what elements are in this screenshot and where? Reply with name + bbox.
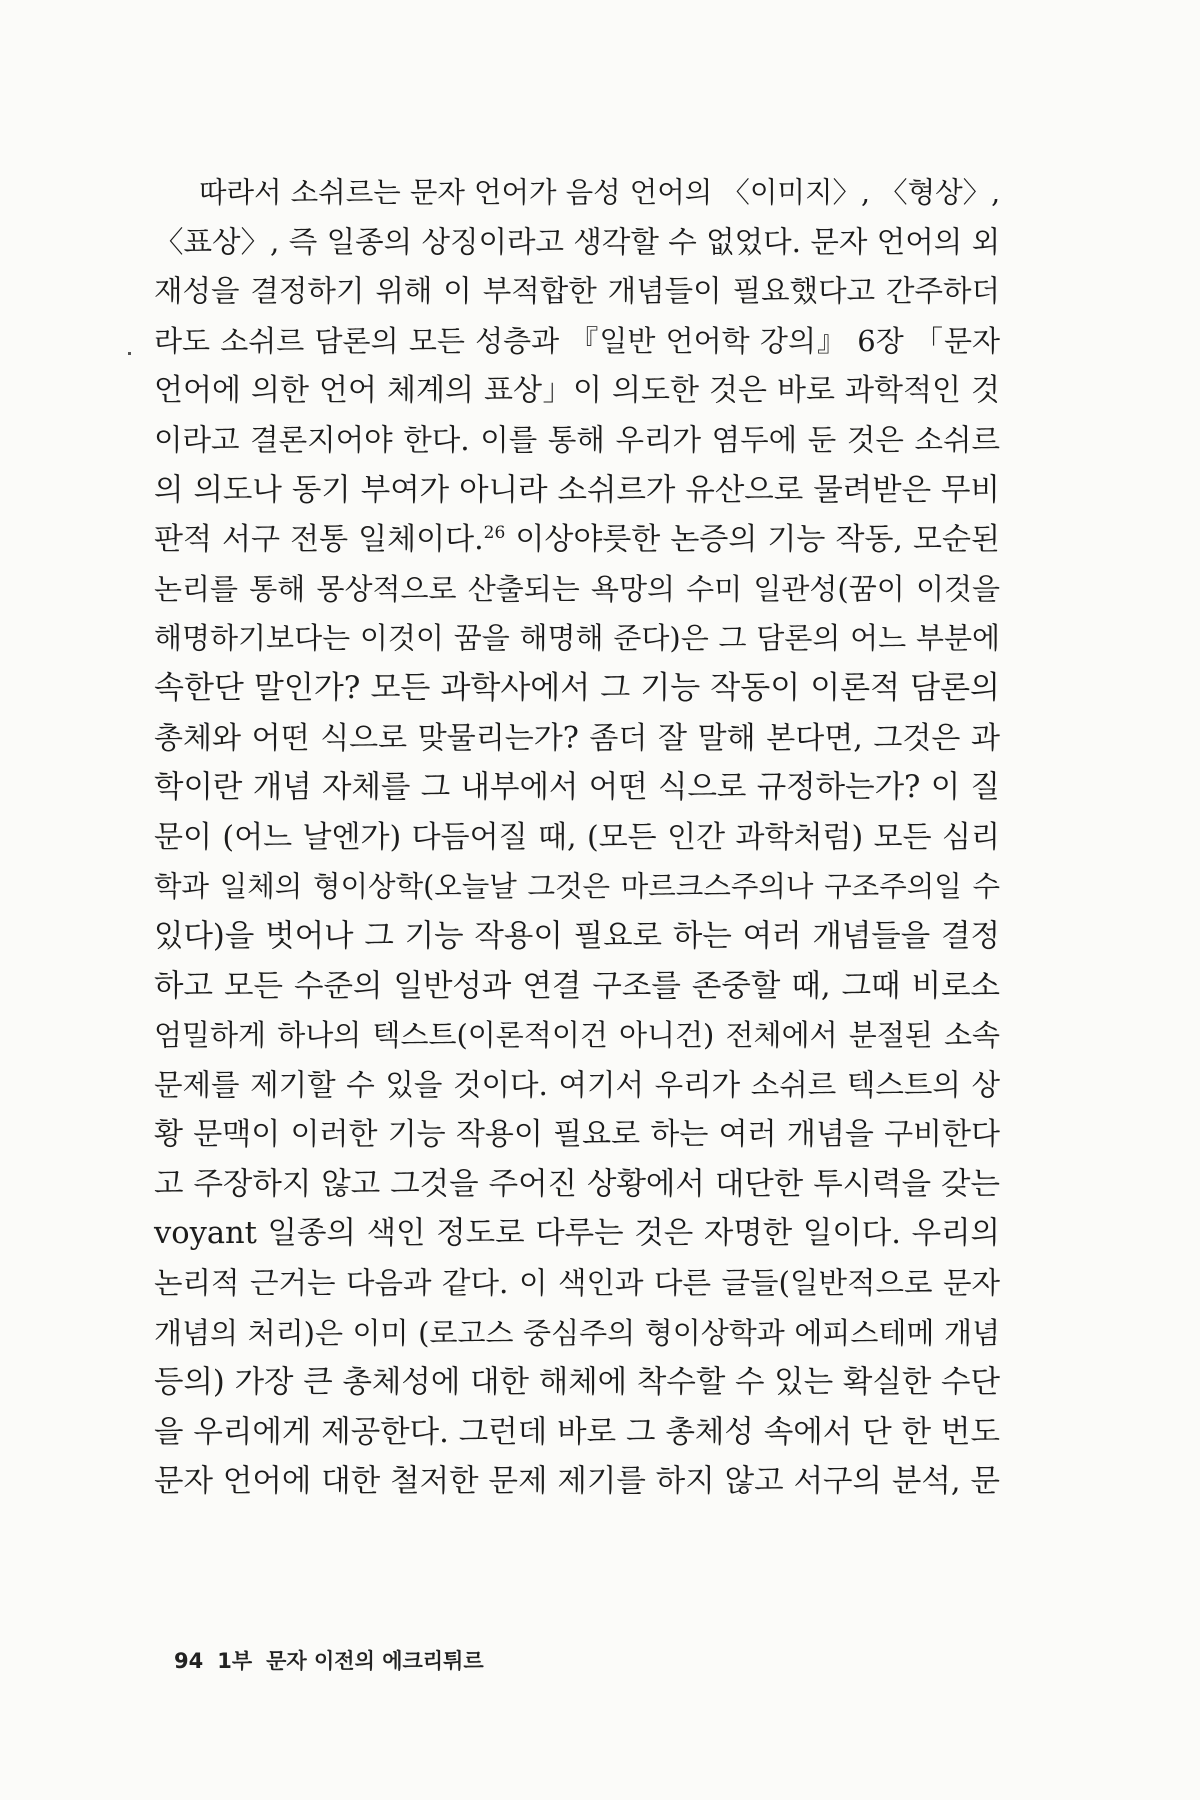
text-line: 재성을 결정하기 위해 이 부적합한 개념들이 필요했다고 간주하더 [154,274,1000,309]
text-line: 해명하기보다는 이것이 꿈을 해명해 준다)은 그 담론의 어느 부분에 [154,621,1000,656]
footnote-reference: 26 [483,523,506,544]
body-text [154,168,1000,1507]
text-line: 문이 (어느 날엔가) 다듬어질 때, (모든 인간 과학처럼) 모든 심리 [154,819,1000,855]
text-line: 속한단 말인가? 모든 과학사에서 그 기능 작동이 이론적 담론의 [154,669,1000,706]
text-line: 이라고 결론지어야 한다. 이를 통해 우리가 염두에 둔 것은 소쉬르 [154,422,1000,457]
text-segment: 판적 서구 전통 일체이다. [154,522,484,558]
text-line: 엄밀하게 하나의 텍스트(이론적이건 아니건) 전체에서 분절된 소속 [154,1018,1000,1053]
part-label: 1부 [217,1649,253,1673]
text-line: voyant 일종의 색인 정도로 다루는 것은 자명한 일이다. 우리의 [154,1216,1000,1252]
margin-mark [128,352,131,355]
text-line: 있다)을 벗어나 그 기능 작용이 필요로 하는 여러 개념들을 결정 [154,918,1000,954]
text-line: 라도 소쉬르 담론의 모든 성층과 『일반 언어학 강의』 6장 「문자 [154,323,1000,358]
text-line: 의 의도나 동기 부여가 아니라 소쉬르가 유산으로 물려받은 무비 [154,472,1000,508]
text-line-with-footnote [154,515,1000,565]
text-line: 학이란 개념 자체를 그 내부에서 어떤 식으로 규정하는가? 이 질 [154,770,1000,806]
text-line: 따라서 소쉬르는 문자 언어가 음성 언어의 〈이미지〉, 〈형상〉, [199,176,1001,209]
text-line: 하고 모든 수준의 일반성과 연결 구조를 존중할 때, 그때 비로소 [154,968,1000,1004]
text-line: 고 주장하지 않고 그것을 주어진 상황에서 대단한 투시력을 갖는 [154,1166,1000,1202]
part-title: 문자 이전의 에크리튀르 [266,1649,484,1673]
text-line: 논리적 근거는 다음과 같다. 이 색인과 다른 글들(일반적으로 문자 [154,1266,1000,1301]
page-footer [174,1645,498,1675]
text-line: 언어에 의한 언어 체계의 표상」이 의도한 것은 바로 과학적인 것 [154,373,1000,409]
text-line: 논리를 통해 몽상적으로 산출되는 욕망의 수미 일관성(꿈이 이것을 [154,571,1000,606]
page-number: 94 [174,1649,204,1673]
text-line: 등의) 가장 큰 총체성에 대한 해체에 착수할 수 있는 확실한 수단 [154,1365,1000,1401]
text-line: 학과 일체의 형이상학(오늘날 그것은 마르크스주의나 구조주의일 수 [154,870,1000,904]
text-line: 문자 언어에 대한 철저한 문제 제기를 하지 않고 서구의 분석, 문 [154,1464,1000,1500]
text-line: 〈표상〉, 즉 일종의 상징이라고 생각할 수 없었다. 문자 언어의 외 [154,224,1001,259]
text-line: 을 우리에게 제공한다. 그런데 바로 그 총체성 속에서 단 한 번도 [154,1414,1000,1450]
text-line: 개념의 처리)은 이미 (로고스 중심주의 형이상학과 에피스테메 개념 [154,1315,1000,1350]
text-line: 문제를 제기할 수 있을 것이다. 여기서 우리가 소쉬르 텍스트의 상 [154,1067,1000,1102]
text-line: 황 문맥이 이러한 기능 작용이 필요로 하는 여러 개념을 구비한다 [154,1117,1000,1153]
text-line: 총체와 어떤 식으로 맞물리는가? 좀더 잘 말해 본다면, 그것은 과 [154,720,1000,756]
text-segment: 이상야릇한 논증의 기능 작동, 모순된 [505,522,1001,558]
